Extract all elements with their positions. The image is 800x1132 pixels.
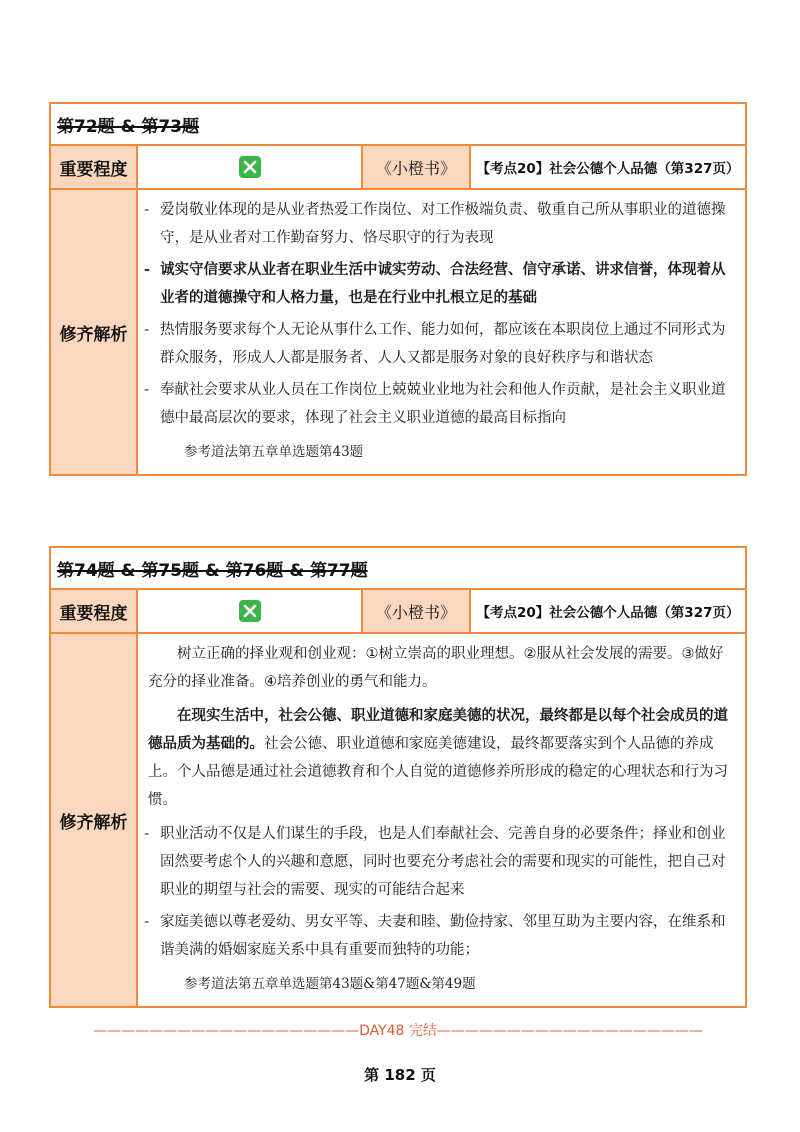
importance-value: [138, 146, 363, 188]
analysis-content: [138, 190, 745, 474]
analysis-row: [51, 190, 745, 474]
question-title: 第74题 & 第75题 & 第76题 & 第77题: [57, 560, 368, 581]
title-row: [51, 104, 745, 146]
importance-label: 重要程度: [51, 590, 138, 632]
question-table-74-77: [49, 546, 747, 1008]
day-complete-divider: ———————————————————DAY48 完结———————————————————: [93, 1023, 703, 1039]
list-item: - 诚实守信要求从业者在职业生活中诚实劳动、合法经营、信守承诺、讲求信誉，体现着从业者的道德操守和人格力量，也是在行业中扎根立足的基础: [144, 262, 726, 306]
cross-mark-icon: [239, 600, 261, 622]
paragraph: 树立正确的择业观和创业观：①树立崇高的职业理想。②服从社会发展的需要。③做好充分的择业准备。④培养创业的勇气和能力。: [148, 646, 724, 690]
cross-mark-icon: [239, 156, 261, 178]
analysis-content: [138, 634, 745, 1006]
importance-value: [138, 590, 363, 632]
list-item: - 家庭美德以尊老爱幼、男女平等、夫妻和睦、勤俭持家、邻里互助为主要内容，在维系和谐美满的婚姻家庭关系中具有重要而独特的功能；: [144, 914, 726, 958]
analysis-label: 修齐解析: [51, 190, 138, 474]
reference-note: 参考道法第五章单选题第43题: [184, 444, 364, 460]
analysis-label: 修齐解析: [51, 634, 138, 1006]
importance-row: [51, 146, 745, 190]
reference-note: 参考道法第五章单选题第43题&第47题&第49题: [184, 976, 476, 992]
paragraph: 在现实生活中，社会公德、职业道德和家庭美德的状况，最终都是以每个社会成员的道德品质为基础的。社会公德、职业道德和家庭美德建设，最终都要落实到个人品德的养成上。个人品德是通过社会道德教育和个人自觉的道德修养所形成的稳定的心理状态和行为习惯。: [148, 708, 728, 808]
importance-row: [51, 590, 745, 634]
topic-reference: 【考点20】社会公德个人品德（第327页）: [476, 161, 740, 177]
question-title: 第72题 & 第73题: [57, 116, 199, 137]
importance-label: 重要程度: [51, 146, 138, 188]
title-row: [51, 548, 745, 590]
book-name: 《小橙书》: [363, 146, 471, 188]
topic-reference: 【考点20】社会公德个人品德（第327页）: [476, 605, 740, 621]
list-item: - 职业活动不仅是人们谋生的手段，也是人们奉献社会、完善自身的必要条件；择业和创业固然要考虑个人的兴趣和意愿，同时也要充分考虑社会的需要和现实的可能性，把自己对职业的期望与社会的需要、现实的可能结合起来: [144, 826, 726, 898]
analysis-row: [51, 634, 745, 1006]
question-table-72-73: [49, 102, 747, 476]
page-number: 第 182 页: [364, 1066, 436, 1084]
book-name: 《小橙书》: [363, 590, 471, 632]
list-item: - 热情服务要求每个人无论从事什么工作、能力如何，都应该在本职岗位上通过不同形式为群众服务，形成人人都是服务者、人人又都是服务对象的良好秩序与和谐状态: [144, 322, 726, 366]
list-item: - 奉献社会要求从业人员在工作岗位上兢兢业业地为社会和他人作贡献，是社会主义职业道德中最高层次的要求，体现了社会主义职业道德的最高目标指向: [144, 382, 726, 426]
list-item: - 爱岗敬业体现的是从业者热爱工作岗位、对工作极端负责、敬重自己所从事职业的道德操守，是从业者对工作勤奋努力、恪尽职守的行为表现: [144, 202, 726, 246]
